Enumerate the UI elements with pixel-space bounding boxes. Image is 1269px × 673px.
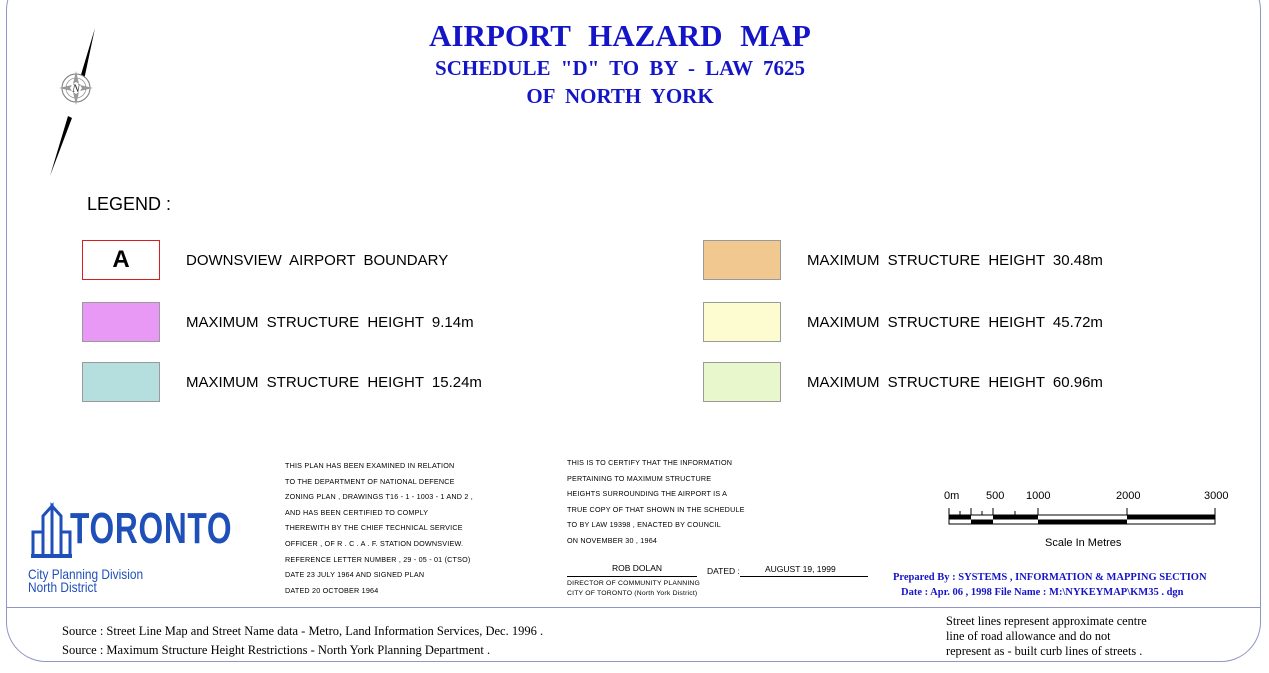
legend-swatch-15m: [82, 362, 160, 402]
signatory-name: ROB DOLAN: [612, 563, 663, 573]
prepared-by-block: [893, 570, 1207, 600]
scale-tick-label: 0m: [944, 490, 960, 502]
scale-bar-icon: [948, 505, 1220, 529]
signatory-title-line: DIRECTOR OF COMMUNITY PLANNING: [567, 580, 701, 587]
scale-tick-label: 3000: [1204, 490, 1229, 502]
legend-swatch-9m: [82, 302, 160, 342]
map-subtitle-schedule: SCHEDULE "D" TO BY - LAW 7625: [435, 56, 805, 80]
examined-line: DATE 23 JULY 1964 AND SIGNED PLAN: [285, 570, 425, 580]
logo-wordmark: TORONTO: [70, 504, 233, 553]
certify-line: HEIGHTS SURROUNDING THE AIRPORT IS A: [567, 489, 728, 499]
legend-heading: LEGEND :: [87, 194, 172, 214]
legend-label-9m: MAXIMUM STRUCTURE HEIGHT 9.14m: [186, 314, 474, 331]
signatory-title: [567, 579, 700, 599]
certify-line: THIS IS TO CERTIFY THAT THE INFORMATION: [567, 458, 733, 467]
dated-label: DATED :: [707, 566, 740, 576]
scale-tick-label: 2000: [1116, 490, 1141, 502]
logo-district: North District: [28, 579, 97, 595]
examined-line: THIS PLAN HAS BEEN EXAMINED IN RELATION: [285, 461, 455, 470]
certify-line: ON NOVEMBER 30 , 1964: [567, 535, 658, 545]
legend-label-15m: MAXIMUM STRUCTURE HEIGHT 15.24m: [186, 374, 482, 391]
street-note-line: Street lines represent approximate centre: [946, 614, 1147, 628]
sources-block: [62, 622, 543, 660]
examined-line: ZONING PLAN , DRAWINGS T16 - 1 - 1003 - 1 AND 2 ,: [285, 492, 473, 502]
map-subtitle-place: OF NORTH YORK: [526, 84, 714, 108]
examined-line: AND HAS BEEN CERTIFIED TO COMPLY: [285, 507, 429, 517]
legend-swatch-45m: [703, 302, 781, 342]
title-block: [320, 18, 920, 110]
examined-line: TO THE DEPARTMENT OF NATIONAL DEFENCE: [285, 476, 455, 486]
boundary-symbol: A: [112, 246, 130, 273]
examined-line: DATED 20 OCTOBER 1964: [285, 585, 379, 595]
map-title: AIRPORT HAZARD MAP: [429, 18, 811, 53]
legend-label-boundary: DOWNSVIEW AIRPORT BOUNDARY: [186, 252, 449, 269]
boundary-swatch: [82, 240, 160, 280]
source-line: Source : Street Line Map and Street Name data - Metro, Land Information Services, Dec. 1996 .: [62, 624, 544, 638]
examined-line: OFFICER , OF R . C . A . F. STATION DOWNSVIEW.: [285, 538, 464, 548]
examined-note: [285, 458, 473, 598]
date-line: [740, 576, 868, 577]
certify-line: PERTAINING TO MAXIMUM STRUCTURE: [567, 473, 712, 483]
scale-tick-label: 500: [986, 490, 1005, 502]
legend-label-30m: MAXIMUM STRUCTURE HEIGHT 30.48m: [807, 252, 1103, 269]
scale-tick-label: 1000: [1026, 490, 1051, 502]
certify-line: TRUE COPY OF THAT SHOWN IN THE SCHEDULE: [567, 504, 745, 514]
examined-line: REFERENCE LETTER NUMBER , 29 - 05 - 01 (CTSO): [285, 554, 471, 564]
legend-swatch-30m: [703, 240, 781, 280]
north-letter: N: [71, 81, 81, 95]
footer-divider: [6, 607, 1261, 608]
certify-note: [567, 455, 745, 549]
signature-date: AUGUST 19, 1999: [765, 564, 836, 574]
date-file-line: Date : Apr. 06 , 1998 File Name : M:\NYKEYMAP\KM35 . dgn: [901, 587, 1184, 598]
examined-line: THEREWITH BY THE CHIEF TECHNICAL SERVICE: [285, 523, 463, 533]
signature-line: [567, 576, 697, 577]
signatory-title-line: CITY OF TORONTO (North York District): [567, 590, 698, 597]
legend-label-60m: MAXIMUM STRUCTURE HEIGHT 60.96m: [807, 374, 1103, 391]
street-note-line: line of road allowance and do not: [946, 629, 1111, 643]
north-arrow-icon: [40, 20, 110, 180]
legend-label-45m: MAXIMUM STRUCTURE HEIGHT 45.72m: [807, 314, 1103, 331]
prepared-by-line: Prepared By : SYSTEMS , INFORMATION & MAPPING SECTION: [893, 572, 1207, 583]
certify-line: TO BY LAW 19398 , ENACTED BY COUNCIL: [567, 520, 721, 530]
street-line-note: [946, 614, 1147, 659]
logo-division: City Planning Division: [28, 566, 144, 582]
street-note-line: represent as - built curb lines of streets .: [946, 644, 1143, 658]
scale-caption: Scale In Metres: [1045, 537, 1122, 549]
legend-swatch-60m: [703, 362, 781, 402]
source-line: Source : Maximum Structure Height Restrictions - North York Planning Department .: [62, 643, 491, 657]
